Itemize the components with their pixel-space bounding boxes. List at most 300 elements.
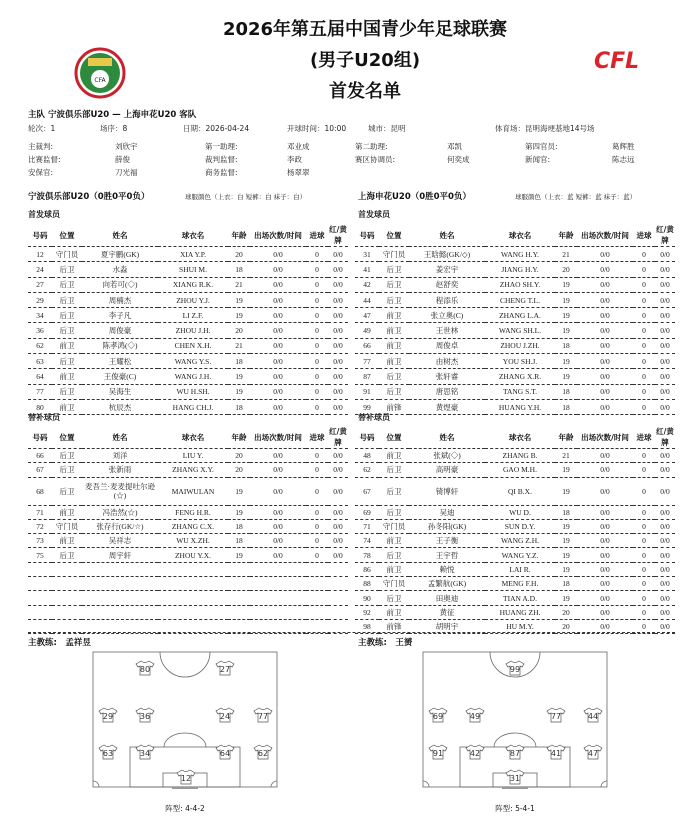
shirt-name: ZHANG X.R. [485,369,555,384]
official-role: 赛区协调员: [355,155,396,164]
appearances: 0/0 [250,262,306,277]
player-shirt-icon [136,745,154,759]
player-name: 周俊豪 [82,323,158,338]
player-name: 周宇轩 [82,548,158,562]
table-row [355,505,675,519]
home-lineup-pitch [92,651,278,791]
position: 后卫 [379,292,409,307]
shirt-number: 62 [28,338,52,353]
table-row [355,277,675,292]
age: 18 [228,519,250,533]
position: 前锋 [379,619,409,633]
cards: 0/0 [328,399,348,414]
shirt-name: WANG Y.S. [158,354,228,369]
position: 前卫 [379,338,409,353]
appearances: 0/0 [250,399,306,414]
position: 后卫 [379,505,409,519]
shirt-number-label: 29 [102,712,114,721]
position: 后卫 [379,369,409,384]
age: 19 [555,463,577,477]
player-shirt-icon [429,745,447,759]
player-name: 张新雨 [82,463,158,477]
official-role: 比赛监督: [28,155,61,164]
shirt-name: WU X.ZH. [158,534,228,548]
player-name: 冯浩然(☆) [82,505,158,519]
shirt-number: 12 [28,247,52,262]
goals [306,619,328,633]
shirt-name: ZHOU Y.J. [158,292,228,307]
position: 后卫 [52,277,82,292]
age: 19 [228,292,250,307]
column-header: 位置 [379,224,409,247]
table-row [355,519,675,533]
cards: 0/0 [655,292,675,307]
player-name: 张斌(◇) [409,449,485,463]
match-info-item: 开球时间：10:00 [287,124,347,133]
age: 19 [555,519,577,533]
appearances [250,605,306,619]
column-header: 球衣名 [485,426,555,449]
table-row [355,591,675,605]
appearances: 0/0 [577,354,633,369]
player-name: 张存行(GK/☆) [82,519,158,533]
shirt-name [158,562,228,576]
position: 前卫 [379,308,409,323]
table-row [355,354,675,369]
official-name: 刀光福 [115,168,138,177]
position: 前卫 [52,338,82,353]
cards: 0/0 [655,505,675,519]
position: 后卫 [52,463,82,477]
age: 19 [555,369,577,384]
column-header: 号码 [28,224,52,247]
table-row [28,308,348,323]
table-row [28,323,348,338]
player-name: 周楠杰 [82,292,158,307]
table-row [28,338,348,353]
home-coach: 主教练: 孟祥昱 [28,638,91,648]
home-subs-label: 替补球员 [28,413,60,422]
cards: 0/0 [328,292,348,307]
appearances: 0/0 [250,338,306,353]
position: 后卫 [379,477,409,505]
age: 19 [555,534,577,548]
column-header: 位置 [379,426,409,449]
player-shirt-icon [584,745,602,759]
appearances: 0/0 [577,605,633,619]
table-row [28,591,348,605]
shirt-name: XIANG R.K. [158,277,228,292]
shirt-number: 67 [355,477,379,505]
appearances: 0/0 [250,505,306,519]
official-role: 裁判监督: [205,155,238,164]
age: 21 [555,449,577,463]
player-name [82,605,158,619]
cards: 0/0 [328,463,348,477]
appearances: 0/0 [250,519,306,533]
cards: 0/0 [655,323,675,338]
age: 18 [228,534,250,548]
shirt-number-label: 31 [509,774,521,783]
appearances [250,577,306,591]
goals: 0 [633,463,655,477]
shirt-number-label: 44 [587,712,599,721]
shirt-number: 24 [28,262,52,277]
shirt-name [158,619,228,633]
player-name: 姜宏宇 [409,262,485,277]
appearances: 0/0 [250,308,306,323]
shirt-name: LAI R. [485,562,555,576]
shirt-number-label: 47 [587,749,599,758]
cards: 0/0 [655,463,675,477]
position [52,562,82,576]
cards: 0/0 [655,519,675,533]
shirt-name: HUANG ZH. [485,605,555,619]
column-header: 姓名 [409,426,485,449]
shirt-number-label: 80 [139,665,151,674]
position: 后卫 [52,548,82,562]
shirt-name: LIU Y. [158,449,228,463]
appearances: 0/0 [577,247,633,262]
shirt-number: 87 [355,369,379,384]
age: 20 [228,463,250,477]
goals: 0 [306,449,328,463]
table-row [28,605,348,619]
goals: 0 [306,519,328,533]
table-header [28,224,348,247]
column-header: 红/黄牌 [656,225,674,245]
shirt-number [28,591,52,605]
age: 19 [555,323,577,338]
appearances: 0/0 [250,463,306,477]
shirt-number-label: 63 [102,749,114,758]
column-header: 号码 [28,426,52,449]
player-name: 刘洋 [82,449,158,463]
shirt-number [28,577,52,591]
shirt-number: 99 [355,399,379,414]
goals: 0 [633,308,655,323]
away-starters-table [355,224,675,415]
position: 守门员 [52,247,82,262]
column-header: 位置 [52,224,82,247]
shirt-number: 63 [28,354,52,369]
position [52,605,82,619]
age: 21 [228,277,250,292]
shirt-name: ZHOU J.ZH. [485,338,555,353]
table-row [355,562,675,576]
column-header: 出场次数/时间 [577,426,633,449]
age [228,591,250,605]
cards: 0/0 [328,519,348,533]
shirt-name: ZHANG C.X. [158,519,228,533]
shirt-number: 78 [355,548,379,562]
official-role: 主裁判: [28,142,54,151]
table-row [355,247,675,262]
table-row [355,262,675,277]
shirt-number-label: 34 [139,749,151,758]
age: 19 [555,277,577,292]
player-name: 王俊豪(C) [82,369,158,384]
column-header: 进球 [306,224,328,247]
shirt-number-label: 24 [219,712,231,721]
shirt-number: 68 [28,477,52,505]
position [52,619,82,633]
age: 19 [555,591,577,605]
shirt-number: 64 [28,369,52,384]
table-row [28,384,348,399]
player-shirt-icon [99,708,117,722]
goals: 0 [306,548,328,562]
position: 后卫 [379,548,409,562]
table-row [355,292,675,307]
player-name: 王世林 [409,323,485,338]
shirt-name: LI Z.F. [158,308,228,323]
cards: 0/0 [328,369,348,384]
official-name: 李政 [287,155,302,164]
appearances: 0/0 [577,262,633,277]
player-name: 王宇哲 [409,548,485,562]
table-row [28,292,348,307]
age: 19 [228,308,250,323]
goals: 0 [306,292,328,307]
position: 后卫 [379,463,409,477]
shirt-name: WANG Z.H. [485,534,555,548]
player-shirt-icon [136,708,154,722]
table-row [355,463,675,477]
goals: 0 [306,534,328,548]
match-info-item: 场序：8 [100,124,128,133]
appearances: 0/0 [250,477,306,505]
appearances: 0/0 [250,369,306,384]
shirt-number: 36 [28,323,52,338]
table-row [28,534,348,548]
appearances [250,619,306,633]
shirt-name: SHUI M. [158,262,228,277]
shirt-name: ZHOU J.H. [158,323,228,338]
table-row [355,605,675,619]
player-shirt-icon [254,745,272,759]
cards: 0/0 [328,247,348,262]
column-header: 进球 [633,426,655,449]
player-name: 黄煜豪 [409,399,485,414]
position: 前卫 [52,369,82,384]
goals: 0 [306,505,328,519]
age [228,577,250,591]
home-starters-label: 首发球员 [28,210,60,219]
goals: 0 [306,323,328,338]
shirt-number [28,605,52,619]
shirt-name: QI B.X. [485,477,555,505]
cards: 0/0 [655,562,675,576]
official-role: 新闻官: [525,155,551,164]
table-row [355,548,675,562]
shirt-number-label: 42 [469,749,481,758]
cards: 0/0 [655,534,675,548]
age: 18 [228,399,250,414]
table-row [28,577,348,591]
away-team-name: 上海申花U20（0胜0平0负） [358,192,471,202]
age: 20 [555,262,577,277]
player-shirt-icon [216,708,234,722]
column-header: 红/黄牌 [329,427,347,447]
shirt-number-label: 99 [509,665,521,674]
table-row [355,577,675,591]
appearances [250,591,306,605]
cards: 0/0 [655,384,675,399]
player-shirt-icon [216,745,234,759]
goals: 0 [633,605,655,619]
home-starters-table [28,224,348,415]
shirt-name: TANG S.T. [485,384,555,399]
position: 守门员 [52,519,82,533]
goals: 0 [306,262,328,277]
shirt-number: 42 [355,277,379,292]
table-row [28,247,348,262]
player-shirt-icon [216,661,234,675]
cards: 0/0 [328,277,348,292]
cards: 0/0 [328,308,348,323]
shirt-name: SUN D.Y. [485,519,555,533]
goals: 0 [633,619,655,633]
table-header [28,426,348,449]
column-header: 红/黄牌 [329,225,347,245]
official-role: 第二助理: [355,142,388,151]
goals: 0 [633,354,655,369]
cards: 0/0 [655,262,675,277]
table-row [28,354,348,369]
player-shirt-icon [547,708,565,722]
shirt-name: HU M.Y. [485,619,555,633]
cards: 0/0 [328,338,348,353]
shirt-number: 49 [355,323,379,338]
column-header: 姓名 [82,426,158,449]
shirt-number: 67 [28,463,52,477]
appearances: 0/0 [577,519,633,533]
shirt-number-label: 87 [509,749,521,758]
goals: 0 [633,505,655,519]
position: 后卫 [52,308,82,323]
player-name: 王耀松 [82,354,158,369]
shirt-name: CHEN X.H. [158,338,228,353]
appearances: 0/0 [577,463,633,477]
position: 前卫 [379,605,409,619]
age: 19 [555,548,577,562]
cards: 0/0 [655,449,675,463]
player-shirt-icon [466,708,484,722]
goals: 0 [633,247,655,262]
player-name: 王晗懿(GK/◇) [409,247,485,262]
column-header: 年龄 [228,426,250,449]
column-header: 号码 [355,426,379,449]
appearances: 0/0 [577,534,633,548]
player-shirt-icon [99,745,117,759]
age: 19 [555,292,577,307]
position: 后卫 [52,477,82,505]
position: 前卫 [379,449,409,463]
player-name: 锜博轩 [409,477,485,505]
table-row [28,399,348,414]
position: 前卫 [379,323,409,338]
shirt-number: 90 [355,591,379,605]
table-row [355,384,675,399]
cards: 0/0 [655,277,675,292]
official-name: 邓业成 [287,142,310,151]
player-name: 唐思铭 [409,384,485,399]
position: 后卫 [52,449,82,463]
table-row [28,519,348,533]
appearances: 0/0 [577,477,633,505]
player-name: 吴海生 [82,384,158,399]
shirt-number: 41 [355,262,379,277]
appearances: 0/0 [577,591,633,605]
goals: 0 [633,562,655,576]
away-formation: 阵型: 5-4-1 [495,804,535,813]
column-header: 号码 [355,224,379,247]
goals [306,591,328,605]
player-name: 胡明宇 [409,619,485,633]
shirt-name: WANG Y.Z. [485,548,555,562]
cards: 0/0 [655,591,675,605]
shirt-name: YOU SH.J. [485,354,555,369]
shirt-name: XIA Y.P. [158,247,228,262]
table-row [28,548,348,562]
position [52,577,82,591]
goals: 0 [633,384,655,399]
appearances: 0/0 [250,449,306,463]
player-name: 程添乐 [409,292,485,307]
goals: 0 [306,463,328,477]
appearances: 0/0 [577,338,633,353]
shirt-name: WANG J.H. [158,369,228,384]
age [228,562,250,576]
shirt-name [158,605,228,619]
svg-text:CFA: CFA [94,77,106,84]
age: 19 [228,384,250,399]
cards: 0/0 [328,505,348,519]
goals: 0 [633,577,655,591]
shirt-name: MAIWULAN [158,477,228,505]
player-name: 赖悦 [409,562,485,576]
table-row [355,619,675,633]
player-shirt-icon [429,708,447,722]
player-name [82,562,158,576]
official-role: 第一助理: [205,142,238,151]
position: 前卫 [379,562,409,576]
shirt-name: CHENG T.L. [485,292,555,307]
cards: 0/0 [328,354,348,369]
shirt-number: 27 [28,277,52,292]
table-row [28,463,348,477]
cards: 0/0 [655,247,675,262]
shirt-name: ZHANG X.Y. [158,463,228,477]
shirt-name: MENG F.H. [485,577,555,591]
table-row [355,338,675,353]
shirt-number: 98 [355,619,379,633]
goals: 0 [306,369,328,384]
player-shirt-icon [584,708,602,722]
age: 19 [228,548,250,562]
cards [328,562,348,576]
appearances: 0/0 [577,449,633,463]
cards: 0/0 [328,449,348,463]
away-lineup-pitch [422,651,608,791]
cards: 0/0 [328,323,348,338]
table-row [355,308,675,323]
shirt-number: 71 [28,505,52,519]
column-header: 年龄 [555,224,577,247]
player-name: 杭辰杰 [82,399,158,414]
player-name: 由树杰 [409,354,485,369]
